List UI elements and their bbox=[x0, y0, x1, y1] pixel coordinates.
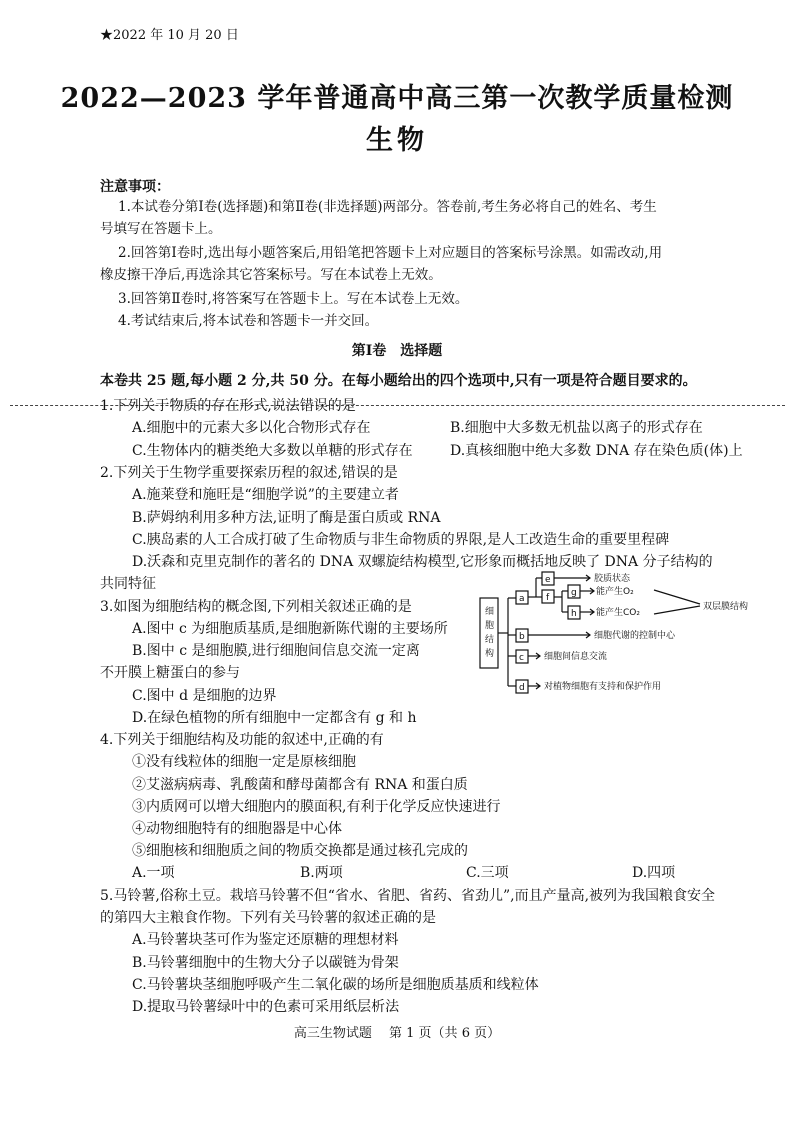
q5-stem: 5.马铃薯,俗称土豆。栽培马铃薯不但“省水、省肥、省药、省劲儿”,而且产量高,被列为我国粮食安全 bbox=[100, 888, 716, 904]
node-b-label: b bbox=[519, 632, 525, 642]
q4-statement-2: ②艾滋病病毒、乳酸菌和酵母菌都含有 RNA 和蛋白质 bbox=[132, 777, 468, 793]
part1-intro: 本卷共 25 题,每小题 2 分,共 50 分。在每小题给出的四个选项中,只有一项是符合题目要求的。 bbox=[100, 373, 697, 389]
q3-option-b-cont: 不开膜上糖蛋白的参与 bbox=[100, 665, 240, 681]
notice-item-1: 1.本试卷分第Ⅰ卷(选择题)和第Ⅱ卷(非选择题)两部分。答卷前,考生务必将自己的姓名、考生 bbox=[118, 199, 657, 215]
q2-option-c: C.胰岛素的人工合成打破了生命物质与非生命物质的界限,是人工改造生命的重要里程碑 bbox=[132, 532, 670, 548]
q3-option-b: B.图中 c 是细胞膜,进行细胞间信息交流一定离 bbox=[132, 643, 420, 659]
cell-structure-concept-map bbox=[478, 568, 778, 708]
q2-option-d: D.沃森和克里克制作的著名的 DNA 双螺旋结构模型,它形象而概括地反映了 DNA 分子结构的 bbox=[132, 554, 713, 570]
q4-statement-4: ④动物细胞特有的细胞器是中心体 bbox=[132, 821, 342, 837]
q5-option-b: B.马铃薯细胞中的生物大分子以碳链为骨架 bbox=[132, 955, 399, 971]
node-f-label: f bbox=[546, 593, 550, 603]
exam-subject: 生物 bbox=[366, 125, 428, 156]
q4-statement-5: ⑤细胞核和细胞质之间的物质交换都是通过核孔完成的 bbox=[132, 843, 468, 859]
q4-option-a: A.一项 bbox=[132, 865, 175, 881]
page-footer: 高三生物试题 第 1 页（共 6 页） bbox=[293, 1026, 501, 1041]
q3-option-c: C.图中 d 是细胞的边界 bbox=[132, 688, 277, 704]
part1-heading: 第Ⅰ卷 选择题 bbox=[351, 343, 443, 359]
notice-item-1-cont: 号填写在答题卡上。 bbox=[100, 221, 222, 237]
label-c: 细胞间信息交流 bbox=[544, 652, 608, 662]
q2-option-a: A.施莱登和施旺是“细胞学说”的主要建立者 bbox=[132, 487, 399, 503]
q4-stem: 4.下列关于细胞结构及功能的叙述中,正确的有 bbox=[100, 732, 384, 748]
q3-stem: 3.如图为细胞结构的概念图,下列相关叙述正确的是 bbox=[100, 599, 412, 615]
notice-item-2: 2.回答第Ⅰ卷时,选出每小题答案后,用铅笔把答题卡上对应题目的答案标号涂黑。如需改动,用 bbox=[118, 245, 663, 261]
q5-option-c: C.马铃薯块茎细胞呼吸产生二氧化碳的场所是细胞质基质和线粒体 bbox=[132, 977, 539, 993]
label-g: 能产生O₂ bbox=[596, 587, 634, 597]
q4-option-c: C.三项 bbox=[466, 865, 509, 881]
q1-option-c: C.生物体内的糖类绝大多数以单糖的形式存在 bbox=[132, 443, 413, 459]
q2-option-d-cont: 共同特征 bbox=[100, 576, 156, 592]
node-g-label: g bbox=[571, 588, 577, 598]
notice-item-4: 4.考试结束后,将本试卷和答题卡一并交回。 bbox=[118, 313, 379, 329]
q5-option-a: A.马铃薯块茎可作为鉴定还原糖的理想材料 bbox=[132, 932, 399, 948]
q4-statement-3: ③内质网可以增大细胞内的膜面积,有利于化学反应快速进行 bbox=[132, 799, 501, 815]
q4-statement-1: ①没有线粒体的细胞一定是原核细胞 bbox=[132, 754, 356, 770]
q1-stem: 1.下列关于物质的存在形式,说法错误的是 bbox=[100, 398, 356, 414]
exam-date: ★2022 年 10 月 20 日 bbox=[100, 28, 239, 43]
q1-option-b: B.细胞中大多数无机盐以离子的形式存在 bbox=[450, 420, 703, 436]
node-d-label: d bbox=[519, 683, 525, 693]
notice-item-3: 3.回答第Ⅱ卷时,将答案写在答题卡上。写在本试卷上无效。 bbox=[118, 291, 469, 307]
q5-option-d: D.提取马铃薯绿叶中的色素可采用纸层析法 bbox=[132, 999, 400, 1015]
exam-title: 2022—2023 学年普通高中高三第一次教学质量检测 bbox=[60, 83, 734, 114]
notice-heading: 注意事项： bbox=[100, 179, 170, 195]
label-b: 细胞代谢的控制中心 bbox=[594, 631, 676, 641]
q4-option-d: D.四项 bbox=[632, 865, 676, 881]
label-h: 能产生CO₂ bbox=[596, 608, 640, 618]
notice-item-2-cont: 橡皮擦干净后,再选涂其它答案标号。写在本试卷上无效。 bbox=[100, 267, 442, 283]
node-a-label: a bbox=[519, 594, 525, 604]
node-root-label: 细胞结构 bbox=[485, 607, 495, 659]
q3-option-a: A.图中 c 为细胞质基质,是细胞新陈代谢的主要场所 bbox=[132, 621, 448, 637]
node-c-label: c bbox=[519, 653, 524, 663]
q5-stem-cont: 的第四大主粮食作物。下列有关马铃薯的叙述正确的是 bbox=[100, 910, 436, 926]
q1-option-a: A.细胞中的元素大多以化合物形式存在 bbox=[132, 420, 371, 436]
label-e: 胶质状态 bbox=[594, 574, 631, 584]
q2-stem: 2.下列关于生物学重要探索历程的叙述,错误的是 bbox=[100, 465, 398, 481]
label-d: 对植物细胞有支持和保护作用 bbox=[544, 682, 662, 692]
label-gh: 双层膜结构 bbox=[703, 602, 749, 612]
q4-option-b: B.两项 bbox=[300, 865, 343, 881]
q3-option-d: D.在绿色植物的所有细胞中一定都含有 g 和 h bbox=[132, 710, 417, 726]
q1-option-d: D.真核细胞中绝大多数 DNA 存在染色质(体)上 bbox=[450, 443, 743, 459]
node-e-label: e bbox=[545, 575, 551, 585]
node-h-label: h bbox=[571, 609, 577, 619]
q2-option-b: B.萨姆纳利用多种方法,证明了酶是蛋白质或 RNA bbox=[132, 510, 441, 526]
